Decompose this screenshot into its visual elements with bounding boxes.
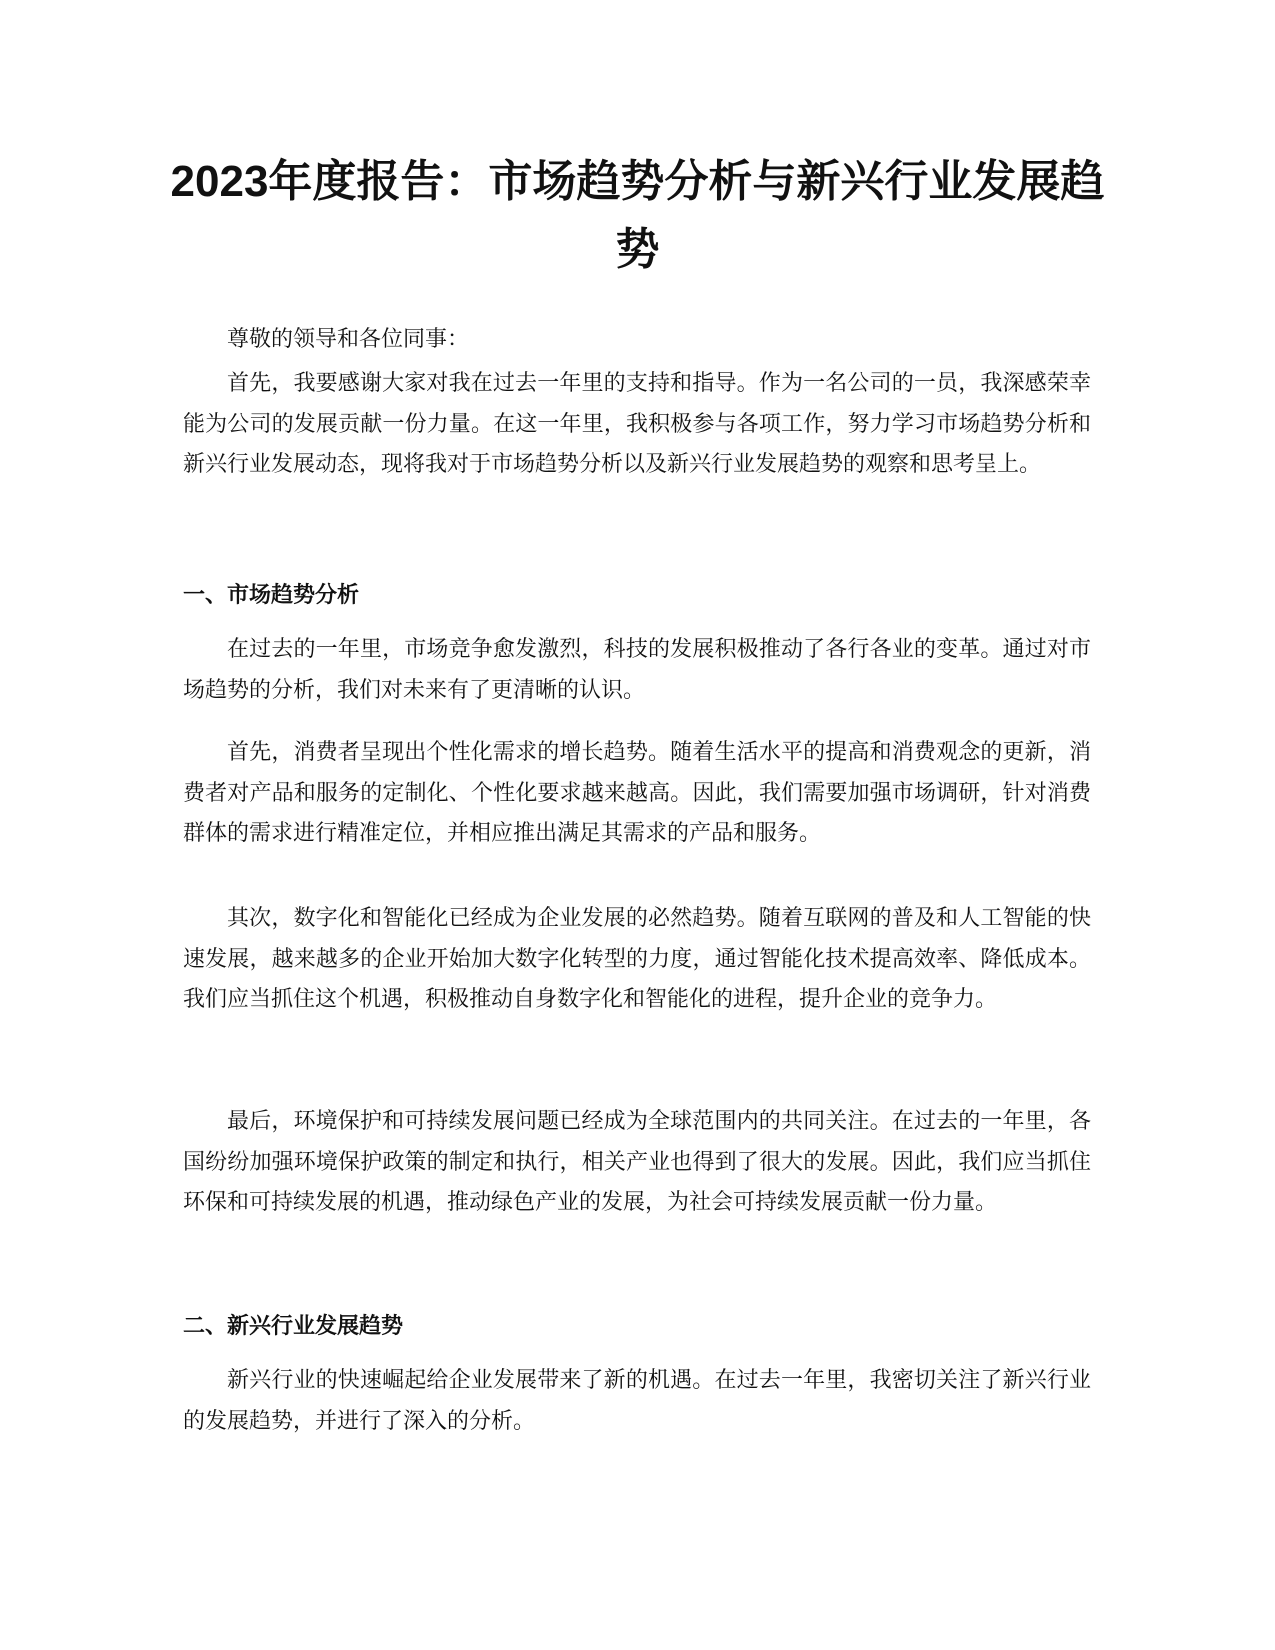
greeting-paragraph: 尊敬的领导和各位同事： [227, 327, 470, 352]
section-heading-emerging-industries: 二、新兴行业发展趋势 [183, 1314, 404, 1339]
body-paragraph: 新兴行业的快速崛起给企业发展带来了新的机遇。在过去一年里，我密切关注了新兴行业的发展趋势，并进行了深入的分析。 [183, 1368, 1091, 1434]
section-heading-market-trends: 一、市场趋势分析 [183, 583, 360, 608]
body-paragraph: 其次，数字化和智能化已经成为企业发展的必然趋势。随着互联网的普及和人工智能的快速发展，越来越多的企业开始加大数字化转型的力度，通过智能化技术提高效率、降低成本。我们应当抓住这个机遇，积极推动自身数字化和智能化的进程，提升企业的竞争力。 [183, 906, 1091, 1012]
body-paragraph: 最后，环境保护和可持续发展问题已经成为全球范围内的共同关注。在过去的一年里，各国纷纷加强环境保护政策的制定和执行，相关产业也得到了很大的发展。因此，我们应当抓住环保和可持续发展的机遇，推动绿色产业的发展，为社会可持续发展贡献一份力量。 [183, 1109, 1091, 1215]
intro-paragraph: 首先，我要感谢大家对我在过去一年里的支持和指导。作为一名公司的一员，我深感荣幸能为公司的发展贡献一份力量。在这一年里，我积极参与各项工作，努力学习市场趋势分析和新兴行业发展动态，现将我对于市场趋势分析以及新兴行业发展趋势的观察和思考呈上。 [183, 371, 1091, 477]
page-title: 2023年度报告：市场趋势分析与新兴行业发展趋势 [170, 157, 1105, 274]
body-paragraph: 首先，消费者呈现出个性化需求的增长趋势。随着生活水平的提高和消费观念的更新，消费者对产品和服务的定制化、个性化要求越来越高。因此，我们需要加强市场调研，针对消费群体的需求进行精准定位，并相应推出满足其需求的产品和服务。 [183, 740, 1091, 846]
body-paragraph: 在过去的一年里，市场竞争愈发激烈，科技的发展积极推动了各行各业的变革。通过对市场趋势的分析，我们对未来有了更清晰的认识。 [183, 637, 1091, 703]
